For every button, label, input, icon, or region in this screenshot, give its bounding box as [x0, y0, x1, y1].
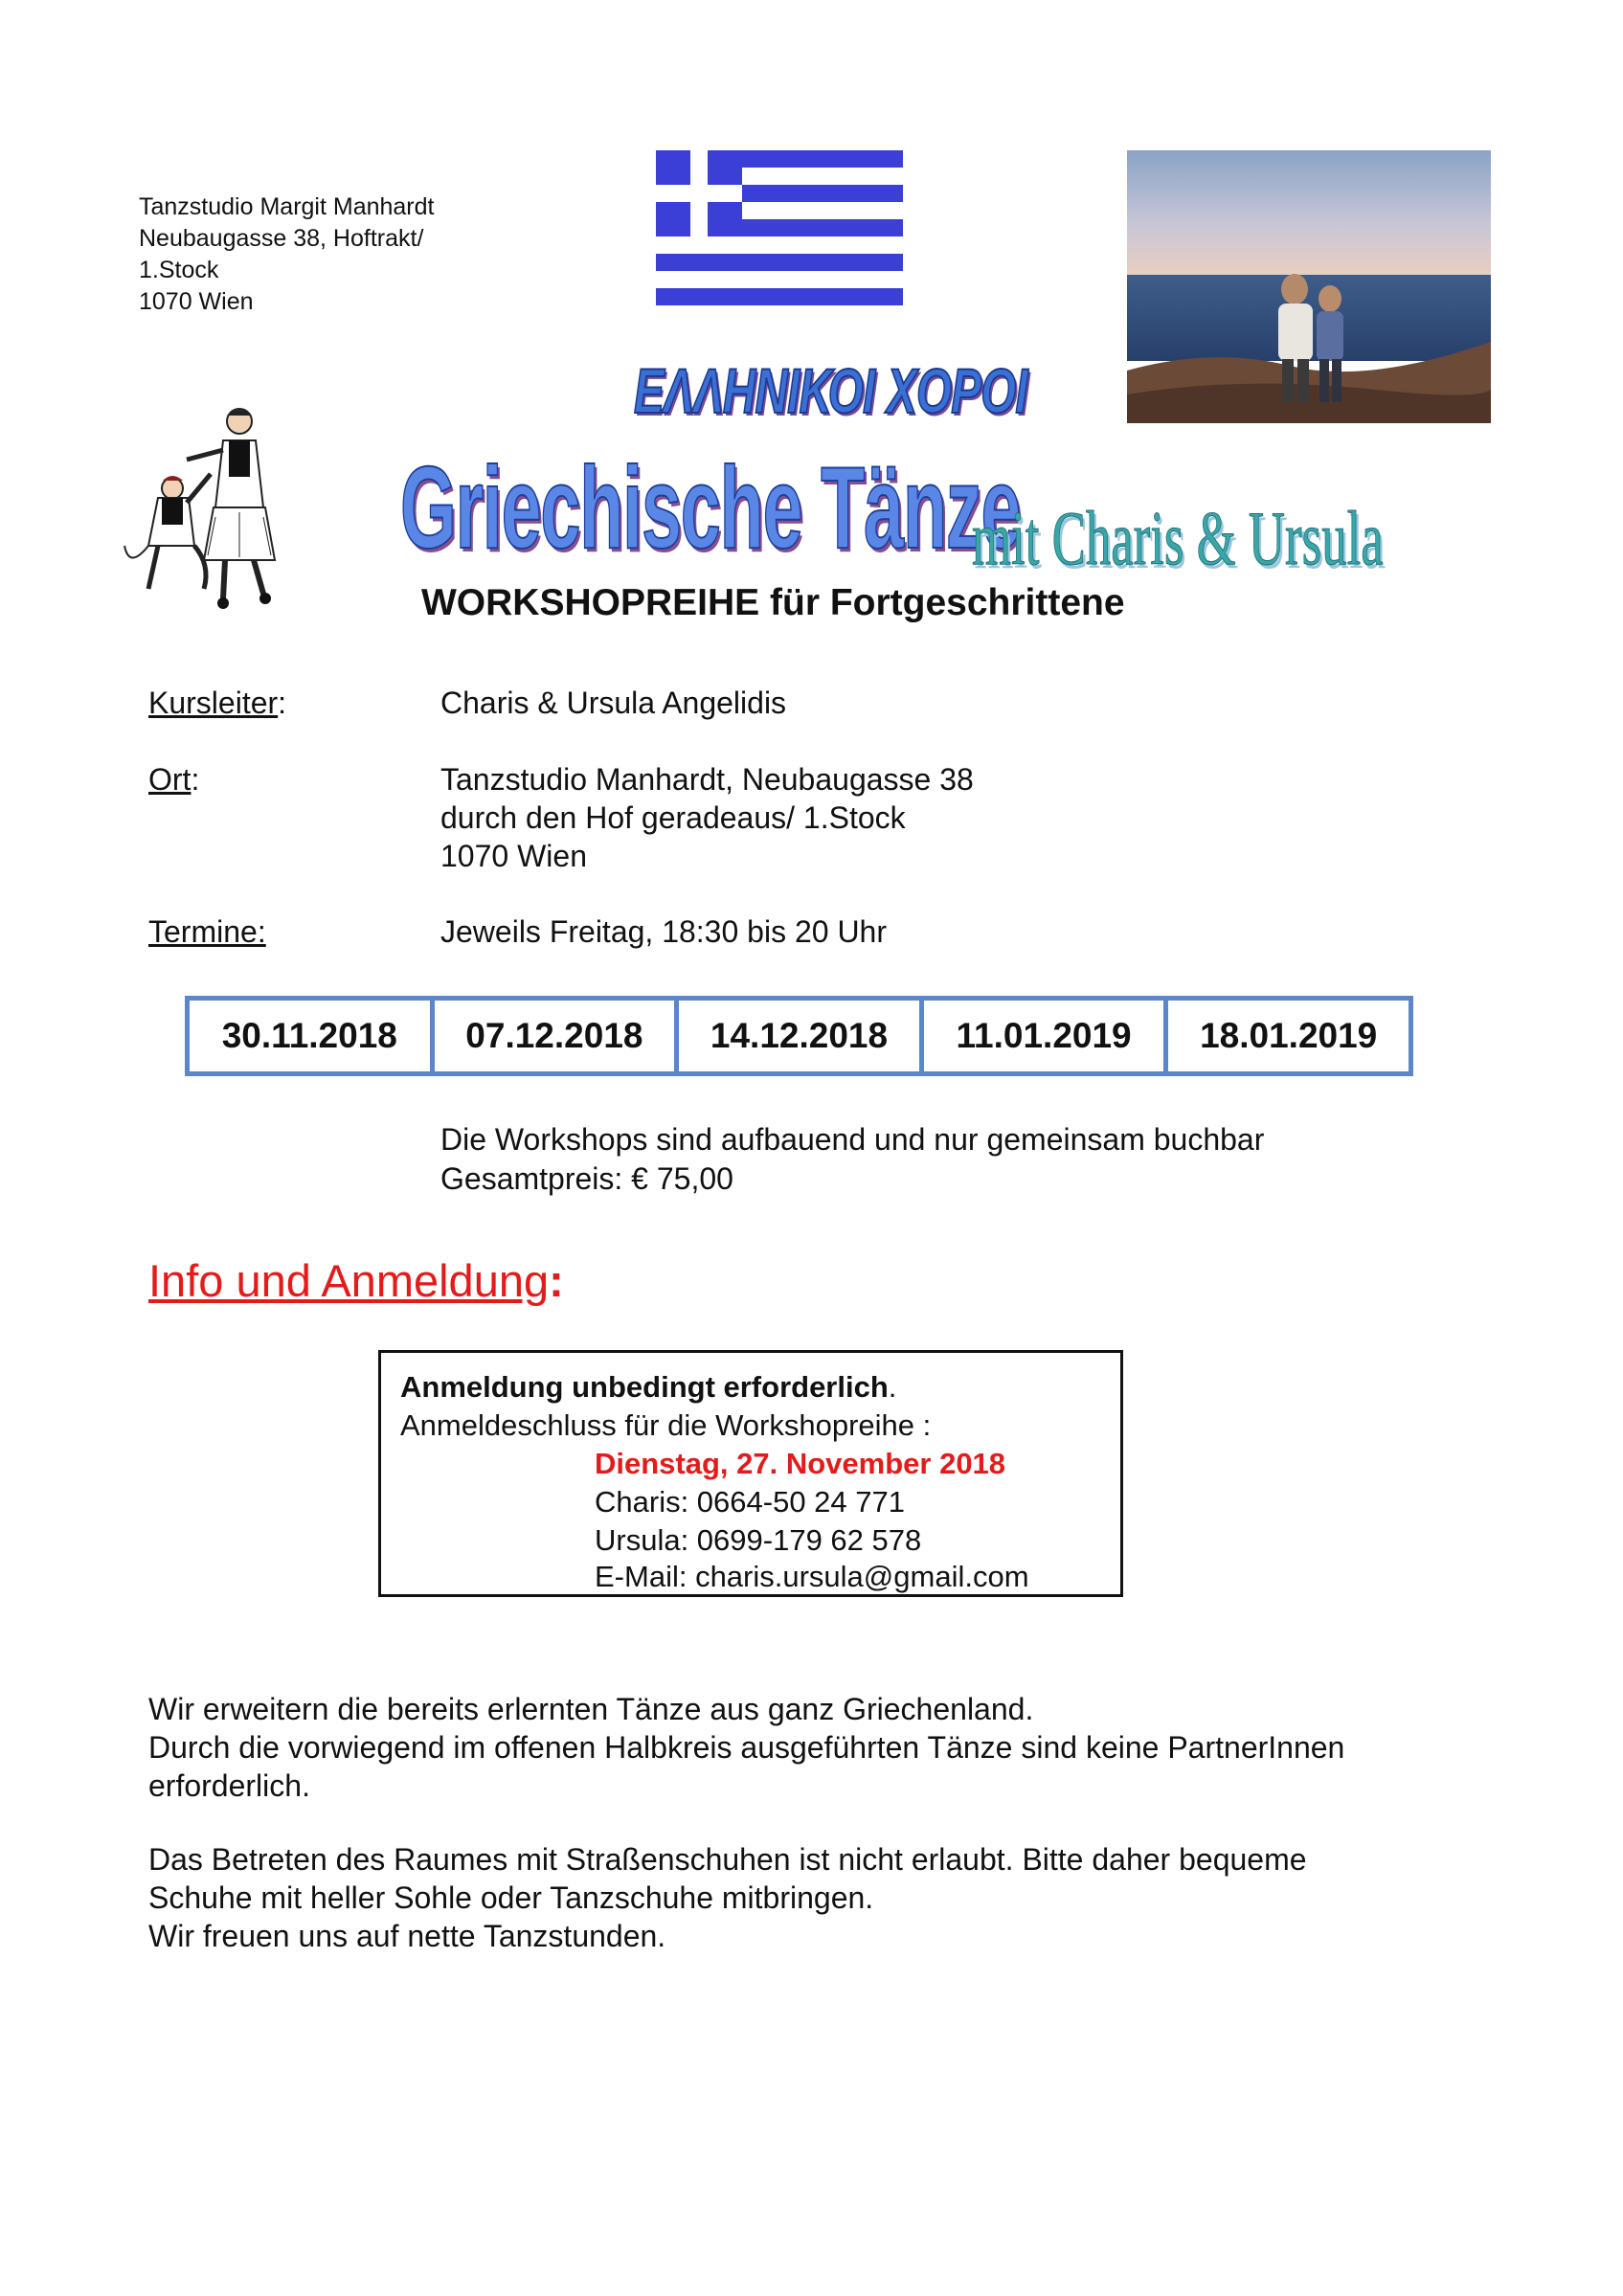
address-line: Tanzstudio Margit Manhardt	[139, 193, 435, 220]
sub-title: mit Charis & Ursula	[972, 497, 1384, 581]
contact-charis: Charis: 0664-50 24 771	[595, 1485, 906, 1519]
note-line: Die Workshops sind aufbauend und nur gemeinsam buchbar	[440, 1122, 1265, 1157]
kursleiter-value: Charis & Ursula Angelidis	[440, 686, 787, 720]
kursleiter-label: Kursleiter	[148, 686, 279, 720]
address-line: 1070 Wien	[139, 288, 254, 315]
contact-email: E-Mail: charis.ursula@gmail.com	[595, 1560, 1029, 1593]
termine-label-row	[148, 914, 266, 950]
ort-label-row	[148, 762, 199, 798]
price-line: Gesamtpreis: € 75,00	[440, 1161, 733, 1196]
main-title: Griechische Tänze	[400, 442, 1021, 573]
couple-photo	[1127, 150, 1491, 423]
booking-note	[440, 1120, 1264, 1199]
registration-box	[378, 1350, 1123, 1597]
paragraph-line: Schuhe mit heller Sohle oder Tanzschuhe mitbringen.	[148, 1880, 874, 1915]
termine-value: Jeweils Freitag, 18:30 bis 20 Uhr	[440, 914, 887, 949]
contact-ursula: Ursula: 0699-179 62 578	[595, 1523, 922, 1557]
studio-address	[139, 191, 434, 318]
paragraph-line: Das Betreten des Raumes mit Straßenschuhen ist nicht erlaubt. Bitte daher bequeme	[148, 1842, 1307, 1877]
greek-title: ΕΛΛΗΝΙΚΟΙ ΧΟΡΟΙ	[634, 355, 1027, 426]
paragraph-1	[148, 1690, 1344, 1805]
deadline-date: Dienstag, 27. November 2018	[595, 1447, 1006, 1480]
ort-label: Ort	[148, 762, 192, 797]
paragraph-2	[148, 1840, 1307, 1955]
registration-required	[400, 1368, 896, 1407]
address-line: 1.Stock	[139, 257, 219, 283]
info-heading-colon: :	[549, 1255, 564, 1306]
paragraph-line: Durch die vorwiegend im offenen Halbkreis ausgeführten Tänze sind keine PartnerInnen	[148, 1730, 1345, 1765]
ort-value	[440, 760, 974, 875]
info-heading	[148, 1254, 564, 1307]
date-cell: 18.01.2019	[1168, 1001, 1409, 1071]
termine-label: Termine:	[148, 914, 266, 949]
date-cell: 07.12.2018	[435, 1001, 680, 1071]
dancers-illustration	[120, 402, 302, 622]
paragraph-line: erforderlich.	[148, 1768, 310, 1803]
kursleiter-colon: :	[278, 686, 287, 720]
ort-colon: :	[191, 762, 200, 797]
deadline-label: Anmeldeschluss für die Workshopreihe :	[400, 1408, 932, 1442]
ort-line: 1070 Wien	[440, 839, 587, 873]
info-heading-text: Info und Anmeldung	[148, 1255, 550, 1306]
workshop-heading: WORKSHOPREIHE für Fortgeschrittene	[421, 582, 1125, 623]
registration-required-end: .	[888, 1370, 897, 1404]
ort-line: durch den Hof geradeaus/ 1.Stock	[440, 800, 906, 835]
date-cell: 11.01.2019	[924, 1001, 1169, 1071]
address-line: Neubaugasse 38, Hoftrakt/	[139, 225, 424, 252]
registration-required-bold: Anmeldung unbedingt erforderlich	[400, 1370, 889, 1404]
date-cell: 14.12.2018	[679, 1001, 924, 1071]
date-cell: 30.11.2018	[190, 1001, 435, 1071]
greek-flag-image	[656, 150, 903, 305]
paragraph-line: Wir erweitern die bereits erlernten Tänze aus ganz Griechenland.	[148, 1692, 1034, 1726]
dates-table	[185, 996, 1413, 1076]
paragraph-line: Wir freuen uns auf nette Tanzstunden.	[148, 1919, 666, 1953]
kursleiter-label-row	[148, 686, 286, 721]
ort-line: Tanzstudio Manhardt, Neubaugasse 38	[440, 762, 974, 797]
